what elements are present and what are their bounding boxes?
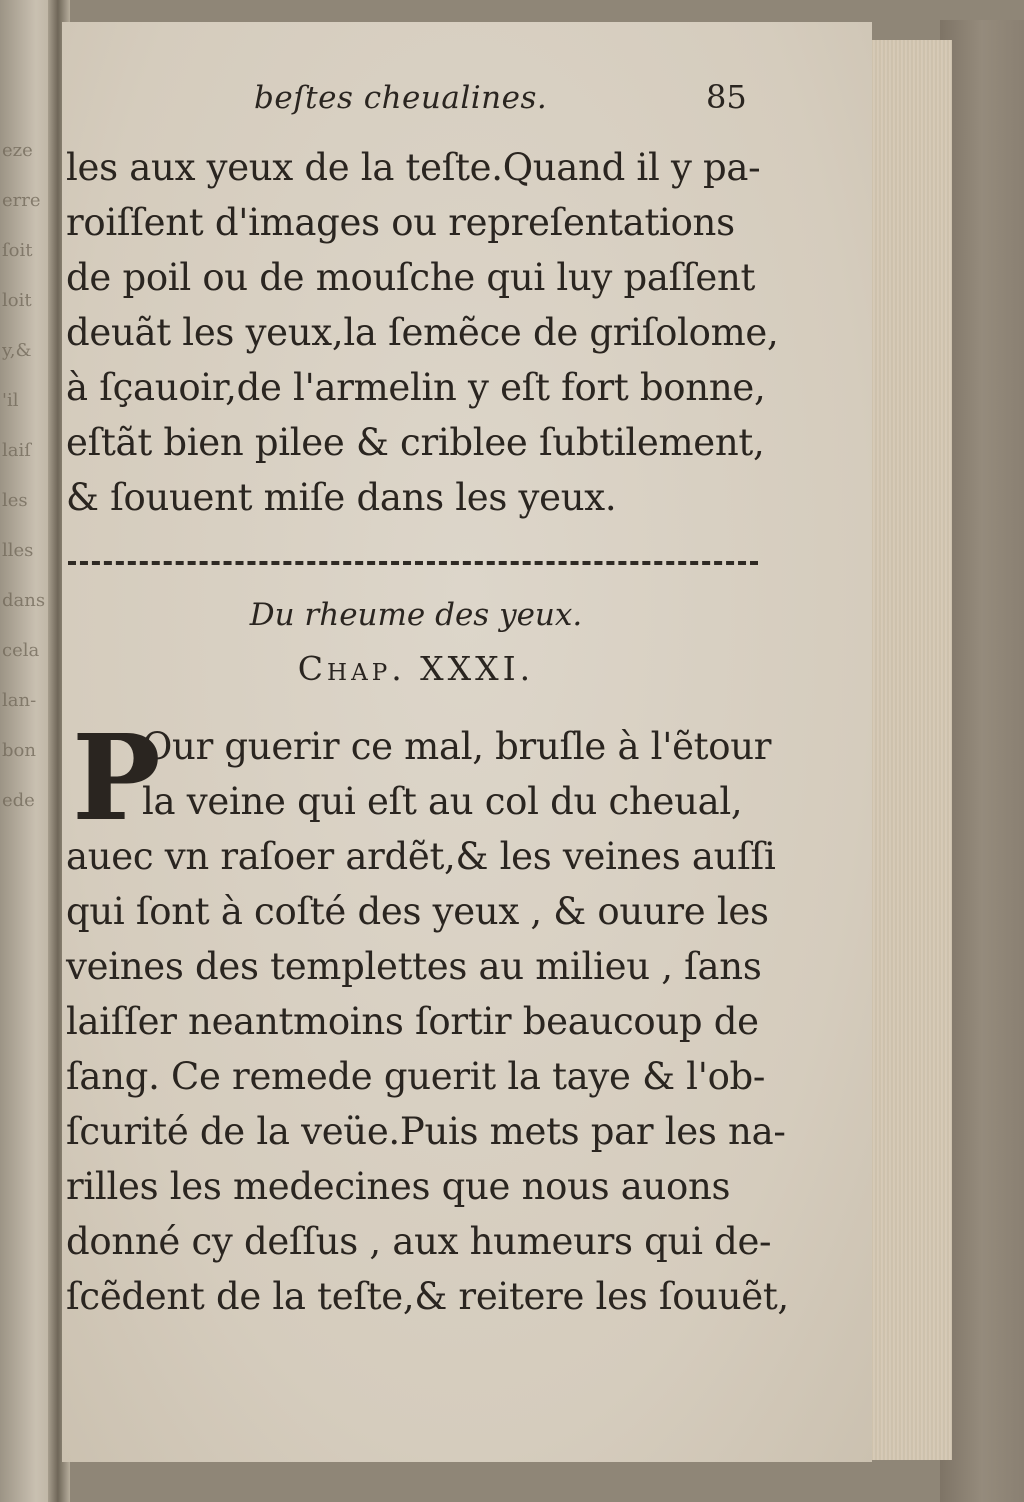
text-line: à ſçauoir,de l'armelin y eſt fort bonne,	[66, 366, 766, 409]
text-line: ſang. Ce remede guerit la taye & l'ob-	[66, 1055, 766, 1098]
chapter-body	[66, 708, 806, 1324]
fragment: les	[2, 490, 28, 511]
facing-page-text-fragments	[2, 140, 52, 840]
fragment: 'il	[2, 390, 19, 411]
fragment: ſoit	[2, 240, 33, 261]
section-subheading: Du rheume des yeux.	[249, 597, 583, 633]
fragment: ede	[2, 790, 35, 811]
fragment: loit	[2, 290, 32, 311]
text-line: donné cy deſſus , aux humeurs qui de-	[66, 1220, 772, 1263]
fragment: lles	[2, 540, 34, 561]
text-line: de poil ou de mouſche qui luy paſſent	[66, 256, 756, 299]
fragment: cela	[2, 640, 40, 661]
text-line: les aux yeux de la teſte.Quand il y pa-	[66, 146, 761, 189]
text-line: Our guerir ce mal, bruſle à l'ẽtour	[142, 725, 772, 768]
text-line: & ſouuent miſe dans les yeux.	[66, 476, 617, 519]
chapter-heading: Chap. XXXI.	[297, 649, 535, 688]
text-line: qui ſont à coſté des yeux , & ouure les	[66, 890, 769, 933]
text-line: laiſſer neantmoins ſortir beaucoup de	[66, 1000, 759, 1043]
fragment: y,&	[2, 340, 32, 361]
text-line: auec vn raſoer ardẽt,& les veines auſſi	[66, 835, 776, 878]
text-line: rilles les medecines que nous auons	[66, 1165, 731, 1208]
text-line: la veine qui eſt au col du cheual,	[142, 780, 743, 823]
top-paragraph	[66, 140, 806, 525]
text-line: ſcẽdent de la teſte,& reitere les ſouuẽt,	[66, 1275, 789, 1318]
page-text	[66, 80, 806, 1324]
text-line: eſtãt bien pilee & criblee ſubtilement,	[66, 421, 765, 464]
fragment: erre	[2, 190, 41, 211]
text-line: veines des templettes au milieu , ſans	[66, 945, 762, 988]
fragment: lan-	[2, 690, 37, 711]
drop-cap: P	[72, 708, 161, 847]
text-line: deuãt les yeux,la ſemẽce de griſolome,	[66, 311, 779, 354]
fragment: laiſ	[2, 440, 31, 461]
fragment: bon	[2, 740, 36, 761]
book-cover-board	[940, 20, 1024, 1502]
page-header	[66, 80, 806, 140]
page-number: 85	[706, 78, 747, 116]
section-divider-rule	[68, 561, 758, 565]
fragment: dans	[2, 590, 46, 611]
fragment: eze	[2, 140, 33, 161]
page-fore-edge	[860, 40, 952, 1460]
text-line: roiſſent d'images ou repreſentations	[66, 201, 735, 244]
text-line: ſcurité de la veüe.Puis mets par les na-	[66, 1110, 786, 1153]
running-title: beſtes cheualines.	[254, 80, 548, 116]
